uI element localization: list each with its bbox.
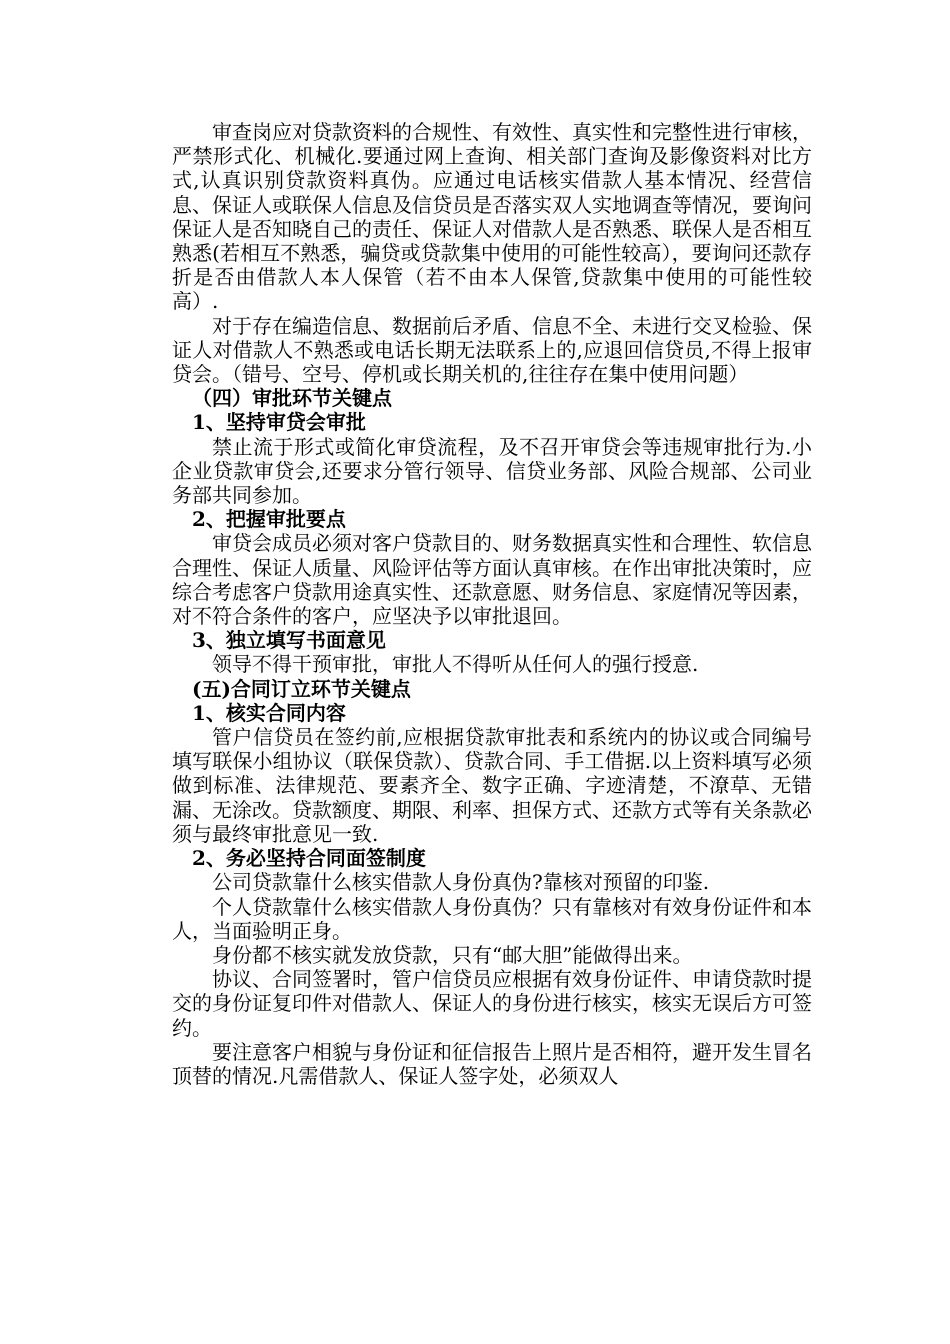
subheading-verify-contract: 1、核实合同内容 (192, 700, 346, 725)
paragraph-no-verification: 身份都不核实就发放贷款，只有“邮大胆”能做得出来。 (212, 942, 693, 967)
document-page (172, 120, 812, 1088)
paragraph-approval-review: 审贷会成员必须对客户贷款目的、财务数据真实性和合理性、软信息合理性、保证人质量、风险评估等方面认真审核。在作出审批决策时，应综合考虑客户贷款用途真实性、还款意愿、财务信息、家庭情况等因素，对不符合条件的客户，应坚决予以审批退回。 (172, 531, 812, 629)
subheading-written-opinion: 3、独立填写书面意见 (192, 628, 386, 653)
subheading-approval-points: 2、把握审批要点 (192, 507, 346, 532)
subheading-committee-approval: 1、坚持审贷会审批 (192, 410, 366, 435)
section-heading-contract: (五)合同订立环节关键点 (192, 676, 411, 701)
paragraph-company-loan-identity: 公司贷款靠什么核实借款人身份真伪?靠核对预留的印鉴. (212, 870, 710, 895)
subheading-face-sign: 2、务必坚持合同面签制度 (192, 846, 426, 871)
paragraph-personal-loan-identity: 个人贷款靠什么核实借款人身份真伪？只有靠核对有效身份证件和本人，当面验明正身。 (172, 894, 812, 943)
paragraph-review-post: 审查岗应对贷款资料的合规性、有效性、真实性和完整性进行审核，严禁形式化、机械化.要通过网上查询、相关部门查询及影像资料对比方式,认真识别贷款资料真伪。应通过电话核实借款人基本情况、经营信息、保证人或联保人信息及信贷员是否落实双人实地调查等情况，要询问保证人是否知晓自己的责任、保证人对借款人是否熟悉、联保人是否相互熟悉(若相互不熟悉，骗贷或贷款集中使用的可能性较高），要询问还款存折是否由借款人本人保管（若不由本人保管,贷款集中使用的可能性较高）. (172, 120, 812, 314)
paragraph-return-to-officer: 对于存在编造信息、数据前后矛盾、信息不全、未进行交叉检验、保证人对借款人不熟悉或电话长期无法联系上的,应退回信贷员,不得上报审贷会。（错号、空号、停机或长期关机的,往往存在集中使用问题） (172, 313, 812, 387)
paragraph-signing-verification: 协议、合同签署时，管户信贷员应根据有效身份证件、申请贷款时提交的身份证复印件对借款人、保证人的身份进行核实，核实无误后方可签约。 (172, 967, 812, 1040)
paragraph-no-interference: 领导不得干预审批，审批人不得听从任何人的强行授意. (212, 652, 699, 677)
section-heading-approval: （四）审批环节关键点 (192, 386, 392, 411)
paragraph-photo-match: 要注意客户相貌与身份证和征信报告上照片是否相符，避开发生冒名顶替的情况.凡需借款人、保证人签字处，必须双人 (172, 1039, 812, 1088)
paragraph-contract-filling: 管户信贷员在签约前,应根据贷款审批表和系统内的协议或合同编号填写联保小组协议（联保贷款）、贷款合同、手工借据.以上资料填写必须做到标准、法律规范、要素齐全、数字正确、字迹清楚，不潦草、无错漏、无涂改。贷款额度、期限、利率、担保方式、还款方式等有关条款必须与最终审批意见一致. (172, 725, 812, 846)
paragraph-committee-rules: 禁止流于形式或简化审贷流程，及不召开审贷会等违规审批行为.小企业贷款审贷会,还要求分管行领导、信贷业务部、风险合规部、公司业务部共同参加。 (172, 434, 812, 508)
